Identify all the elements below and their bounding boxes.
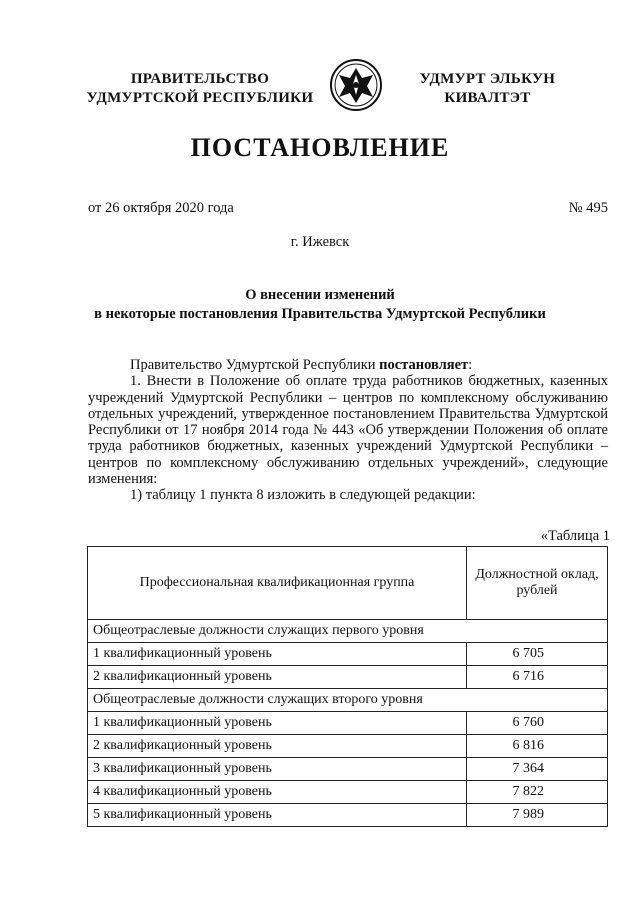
issuer-left — [80, 70, 320, 108]
document-subject — [0, 286, 640, 324]
table-row — [88, 781, 608, 804]
document-city: г. Ижевск — [290, 234, 350, 250]
document-date: от 26 октября 2020 года — [88, 200, 234, 216]
row-value: 7 989 — [467, 804, 608, 827]
table-row — [88, 804, 608, 827]
group-title: Общеотраслевые должности служащих второго уровня — [88, 689, 608, 712]
salary-table — [87, 546, 608, 827]
table-row — [88, 643, 608, 666]
row-value: 6 760 — [467, 712, 608, 735]
subject-line2: в некоторые постановления Правительства Удмуртской Республики — [94, 306, 546, 322]
table-row — [88, 758, 608, 781]
table-header-group: Профессиональная квалификационная группа — [88, 547, 467, 620]
row-label: 3 квалификационный уровень — [88, 758, 467, 781]
group-title: Общеотраслевые должности служащих первого уровня — [88, 620, 608, 643]
intro-tail: : — [468, 357, 473, 373]
row-label: 4 квалификационный уровень — [88, 781, 467, 804]
subject-line1: О внесении изменений — [245, 287, 395, 303]
row-value: 6 816 — [467, 735, 608, 758]
item-1-1-paragraph: 1) таблицу 1 пункта 8 изложить в следующей редакции: — [130, 487, 476, 504]
coat-of-arms-icon — [329, 58, 383, 112]
table-row — [88, 666, 608, 689]
table-group-row — [88, 620, 608, 643]
row-value: 7 364 — [467, 758, 608, 781]
row-label: 1 квалификационный уровень — [88, 643, 467, 666]
row-label: 2 квалификационный уровень — [88, 666, 467, 689]
issuer-right-line2: КИВАЛТЭТ — [444, 90, 531, 106]
item-1-paragraph: 1. Внести в Положение об оплате труда работников бюджетных, казенных учреждений Удмуртской Республики – центров по комплексному обслуживанию отдельных учреждений, утвержденное постановлением Правительства Удмуртской Республики от 17 ноября 2014 года № 443 «Об утверждении Положения об оплате труда работников бюджетных, казенных учреждений Удмуртской Республики – центров по комплексному обслуживанию отдельных учреждений», следующие изменения: — [88, 373, 608, 488]
intro-bold: постановляет — [379, 357, 469, 373]
row-value: 6 716 — [467, 666, 608, 689]
row-value: 6 705 — [467, 643, 608, 666]
intro-paragraph — [88, 357, 608, 373]
document-type: ПОСТАНОВЛЕНИЕ — [190, 133, 450, 162]
table-header-row — [88, 547, 608, 620]
table-caption: «Таблица 1 — [540, 528, 610, 544]
row-label: 2 квалификационный уровень — [88, 735, 467, 758]
row-label: 1 квалификационный уровень — [88, 712, 467, 735]
table-row — [88, 712, 608, 735]
issuer-left-line1: ПРАВИТЕЛЬСТВО — [130, 71, 270, 87]
row-value: 7 822 — [467, 781, 608, 804]
row-label: 5 квалификационный уровень — [88, 804, 467, 827]
issuer-right — [405, 70, 570, 108]
issuer-left-line2: УДМУРТСКОЙ РЕСПУБЛИКИ — [86, 90, 314, 106]
intro-lead: Правительство Удмуртской Республики — [130, 357, 380, 373]
table-header-salary: Должностной оклад, рублей — [467, 547, 608, 620]
document-body — [88, 357, 608, 504]
document-number: № 495 — [568, 200, 608, 216]
table-row — [88, 735, 608, 758]
issuer-right-line1: УДМУРТ ЭЛЬКУН — [419, 71, 556, 87]
table-group-row — [88, 689, 608, 712]
